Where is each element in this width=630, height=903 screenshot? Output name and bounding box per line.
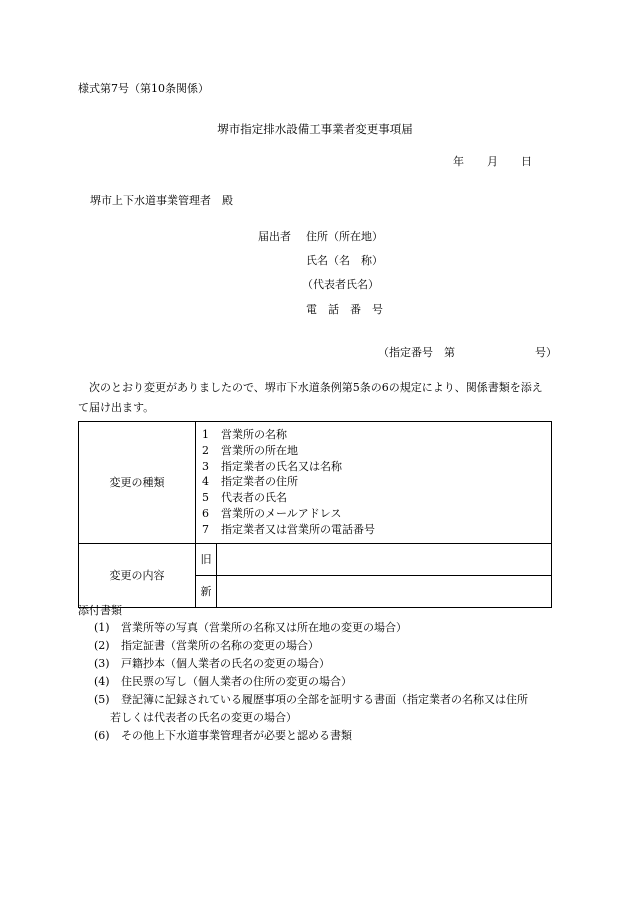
attachment-item: (1) 営業所等の写真（営業所の名称又は所在地の変更の場合） <box>94 621 407 634</box>
change-content-label: 変更の内容 <box>79 543 196 607</box>
designation-number <box>378 344 557 360</box>
attachment-item: (6) その他上下水道事業管理者が必要と認める書類 <box>94 729 352 742</box>
new-content-field[interactable] <box>217 575 552 607</box>
old-content-field[interactable] <box>217 543 552 575</box>
change-type-label: 変更の種類 <box>79 422 196 544</box>
designation-prefix: （指定番号 第 <box>378 346 455 359</box>
attachment-item: (5) 登記簿に記録されている履歴事項の全部を証明する書面（指定業者の名称又は住所 <box>94 693 528 706</box>
list-item: 1 営業所の名称 <box>202 428 287 441</box>
applicant-label: 届出者 <box>258 230 291 243</box>
attachment-item: (4) 住民票の写し（個人業者の住所の変更の場合） <box>94 675 352 688</box>
list-item: 2 営業所の所在地 <box>202 443 298 457</box>
change-type-row <box>79 422 552 544</box>
addressee: 堺市上下水道事業管理者 殿 <box>90 194 233 207</box>
date-year: 年 <box>453 155 464 168</box>
old-label: 旧 <box>196 543 217 575</box>
attachment-item: (3) 戸籍抄本（個人業者の氏名の変更の場合） <box>94 657 330 670</box>
change-table <box>78 421 552 608</box>
date-month: 月 <box>487 155 498 168</box>
body-text: 次のとおり変更がありましたので、堺市下水道条例第5条の6の規定により、関係書類を添えて届け出ます。 <box>78 381 543 414</box>
date-day: 日 <box>521 155 532 168</box>
designation-suffix: 号） <box>535 346 557 359</box>
applicant-address: 住所（所在地） <box>306 230 383 243</box>
change-type-list <box>196 422 552 544</box>
list-item: 6 営業所のメールアドレス <box>202 506 342 520</box>
date-line <box>453 153 532 169</box>
list-item: 7 指定業者又は営業所の電話番号 <box>202 522 375 536</box>
attachments-title: 添付書類 <box>78 604 122 617</box>
applicant-phone: 電 話 番 号 <box>306 303 383 316</box>
list-item: 4 指定業者の住所 <box>202 475 298 489</box>
list-item: 5 代表者の氏名 <box>202 491 287 505</box>
new-label: 新 <box>196 575 217 607</box>
attachment-item-continuation: 若しくは代表者の氏名の変更の場合） <box>110 711 297 724</box>
attachment-item: (2) 指定証書（営業所の名称の変更の場合） <box>94 639 319 652</box>
document-title: 堺市指定排水設備工事業者変更事項届 <box>217 122 413 136</box>
applicant-name: 氏名（名 称） <box>306 254 383 267</box>
list-item: 3 指定業者の氏名又は名称 <box>202 459 342 473</box>
change-content-old-row <box>79 543 552 575</box>
applicant-representative: （代表者氏名） <box>302 278 379 291</box>
form-number: 様式第7号（第10条関係） <box>78 82 209 95</box>
